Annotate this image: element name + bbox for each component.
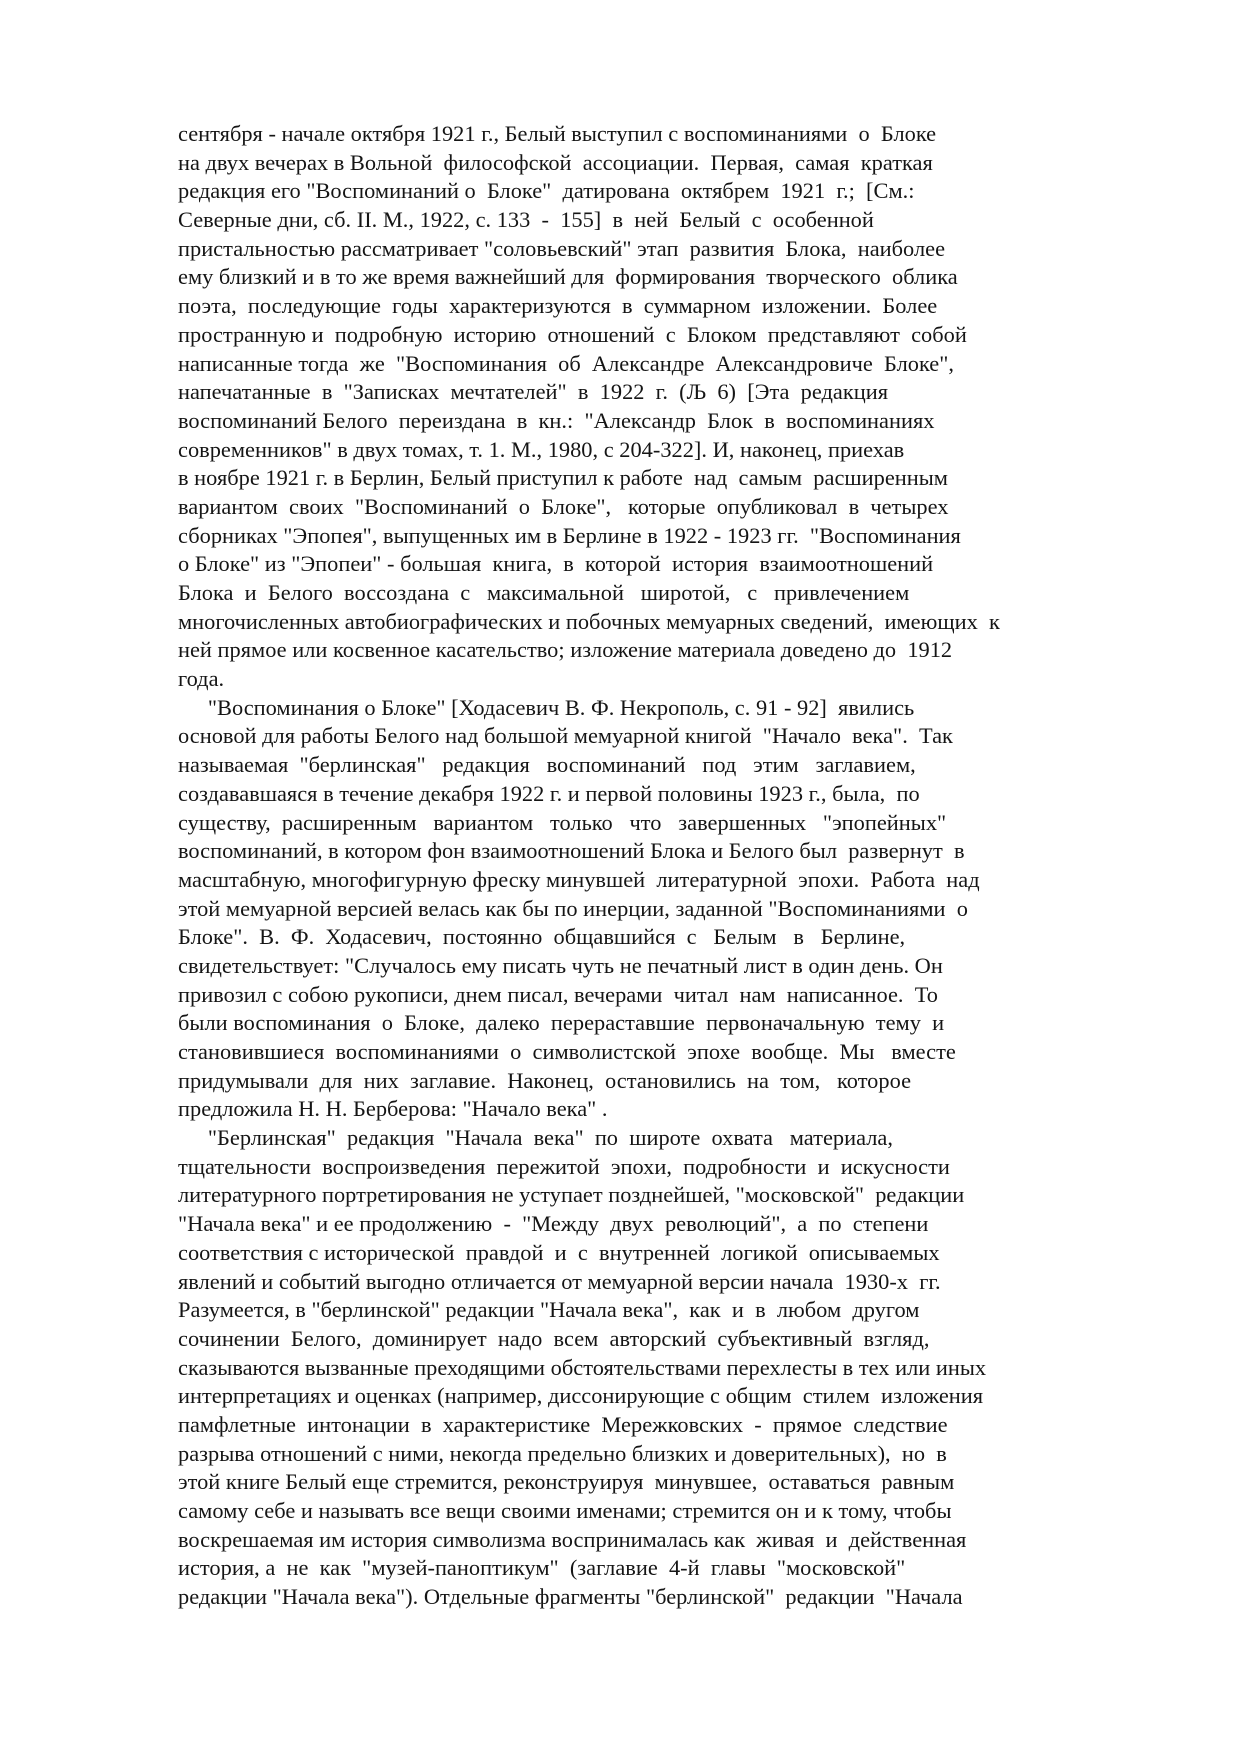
text-line: интерпретациях и оценках (например, диссонирующие с общим стилем изложения <box>178 1383 984 1409</box>
text-line: называемая "берлинская" редакция воспоминаний под этим заглавием, <box>178 752 916 778</box>
text-line: сочинении Белого, доминирует надо всем авторский субъективный взгляд, <box>178 1325 930 1351</box>
text-line: ему близкий и в то же время важнейший для формирования творческого облика <box>178 264 958 290</box>
text-line: существу, расширенным вариантом только что завершенных "эпопейных" <box>178 809 947 835</box>
text-line: Разумеется, в "берлинской" редакции "Начала века", как и в любом другом <box>178 1297 920 1323</box>
text-line: "Воспоминания о Блоке" [Ходасевич В. Ф. Некрополь, с. 91 - 92] явились <box>207 694 915 720</box>
text-line: тщательности воспроизведения пережитой эпохи, подробности и искусности <box>178 1153 950 1179</box>
text-line: пристальностью рассматривает "соловьевский" этап развития Блока, наиболее <box>178 235 946 261</box>
text-line: воскрешаемая им история символизма воспринималась как живая и действенная <box>178 1526 967 1552</box>
text-line: Блока и Белого воссоздана с максимальной широтой, с привлечением <box>178 580 910 605</box>
text-line: воспоминаний Белого переиздана в кн.: "Александр Блок в воспоминаниях <box>178 407 935 433</box>
text-line: предложила Н. Н. Берберова: "Начало века" . <box>178 1096 608 1122</box>
text-line: привозил с собою рукописи, днем писал, вечерами читал нам написанное. То <box>178 981 938 1007</box>
text-line: были воспоминания о Блоке, далеко перераставшие первоначальную тему и <box>178 1010 945 1036</box>
text-line: напечатанные в "Записках мечтателей" в 1922 г. (Љ 6) [Эта редакция <box>178 379 889 405</box>
body-text <box>178 120 1108 1612</box>
text-line: сказываются вызванные преходящими обстоятельствами перехлесты в тех или иных <box>178 1354 987 1380</box>
text-line: основой для работы Белого над большой мемуарной книгой "Начало века". Так <box>178 723 953 749</box>
text-line: о Блоке" из "Эпопеи" - большая книга, в которой история взаимоотношений <box>178 551 934 577</box>
text-line: на двух вечерах в Вольной философской ассоциации. Первая, самая краткая <box>178 149 933 175</box>
text-line: сентября - начале октября 1921 г., Белый выступил с воспоминаниями о Блоке <box>178 121 937 146</box>
text-line: становившиеся воспоминаниями о символистской эпохе вообще. Мы вместе <box>178 1039 956 1064</box>
text-line: свидетельствует: "Случалось ему писать чуть не печатный лист в один день. Он <box>178 952 943 978</box>
text-line: "Берлинская" редакция "Начала века" по широте охвата материала, <box>207 1125 893 1151</box>
text-line: написанные тогда же "Воспоминания об Александре Александровиче Блоке", <box>178 350 954 376</box>
text-line: редакция его "Воспоминаний о Блоке" датирована октябрем 1921 г.; [См.: <box>178 178 915 204</box>
text-line: года. <box>178 666 225 692</box>
text-line: соответствия с исторической правдой и с внутренней логикой описываемых <box>178 1239 940 1265</box>
text-line: ней прямое или косвенное касательство; изложение материала доведено до 1912 <box>178 637 953 663</box>
text-line: современников" в двух томах, т. 1. М., 1980, с 204-322]. И, наконец, приехав <box>178 436 905 462</box>
text-line: памфлетные интонации в характеристике Мережковских - прямое следствие <box>178 1411 948 1437</box>
text-line: воспоминаний, в котором фон взаимоотношений Блока и Белого был развернут в <box>178 838 965 864</box>
text-line: самому себе и называть все вещи своими именами; стремится он и к тому, чтобы <box>178 1498 952 1523</box>
text-line: Северные дни, сб. II. М., 1922, с. 133 - 155] в ней Белый с особенной <box>178 207 874 233</box>
text-line: многочисленных автобиографических и побочных мемуарных сведений, имеющих к <box>178 608 1000 634</box>
text-line: этой мемуарной версией велась как бы по инерции, заданной "Воспоминаниями о <box>178 895 968 921</box>
text-line: явлений и событий выгодно отличается от мемуарной версии начала 1930-х гг. <box>178 1268 941 1294</box>
text-line: разрыва отношений с ними, некогда предельно близких и доверительных), но в <box>178 1440 947 1466</box>
text-line: литературного портретирования не уступает позднейшей, "московской" редакции <box>178 1182 965 1208</box>
text-line: создававшаяся в течение декабря 1922 г. и первой половины 1923 г., была, по <box>178 780 920 806</box>
text-line: масштабную, многофигурную фреску минувшей литературной эпохи. Работа над <box>178 866 980 892</box>
text-line: поэта, последующие годы характеризуются в суммарном изложении. Более <box>178 293 938 319</box>
text-line: вариантом своих "Воспоминаний о Блоке", которые опубликовал в четырех <box>178 493 949 519</box>
text-line: "Начала века" и ее продолжению - "Между двух революций", а по степени <box>178 1211 929 1237</box>
text-line: редакции "Начала века"). Отдельные фрагменты "берлинской" редакции "Начала <box>178 1584 963 1610</box>
text-line: история, а не как "музей-паноптикум" (заглавие 4-й главы "московской" <box>178 1555 906 1581</box>
text-line: этой книге Белый еще стремится, реконструируя минувшее, оставаться равным <box>178 1469 955 1495</box>
text-line: сборниках "Эпопея", выпущенных им в Берлине в 1922 - 1923 гг. "Воспоминания <box>178 522 961 548</box>
text-line: Блоке". В. Ф. Ходасевич, постоянно общавшийся с Белым в Берлине, <box>178 924 906 950</box>
text-line: придумывали для них заглавие. Наконец, остановились на том, которое <box>178 1067 912 1093</box>
text-line: пространную и подробную историю отношений с Блоком представляют собой <box>178 321 967 347</box>
text-line: в ноябре 1921 г. в Берлин, Белый приступил к работе над самым расширенным <box>178 465 948 491</box>
